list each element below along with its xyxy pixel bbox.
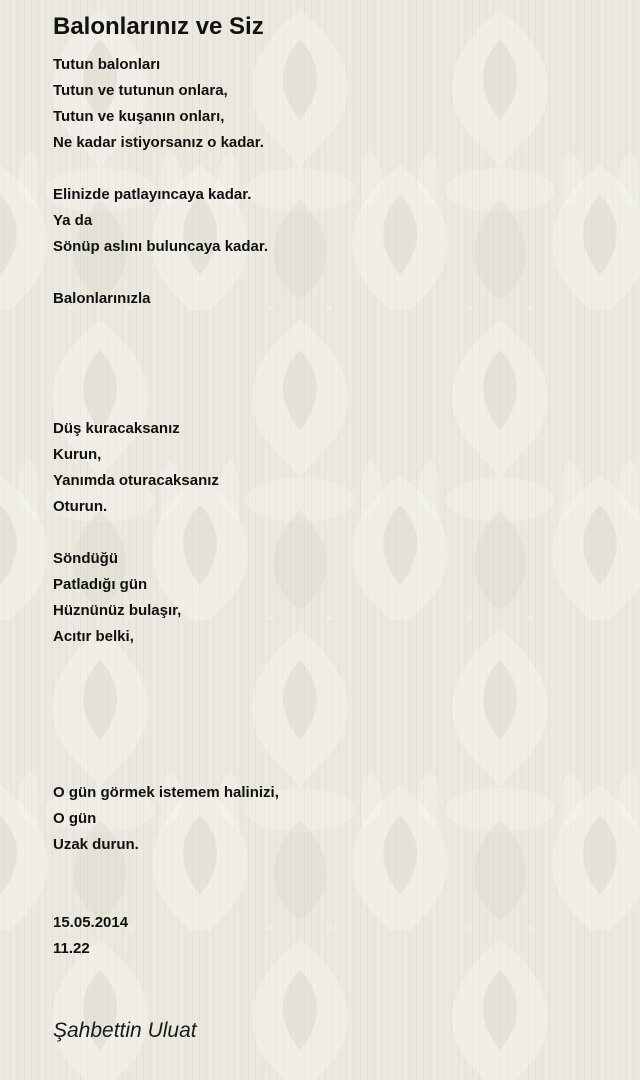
poem-line: Ne kadar istiyorsanız o kadar. <box>53 134 264 151</box>
poem-line: Uzak durun. <box>53 836 139 853</box>
poem-line <box>53 650 613 676</box>
poem-line <box>53 728 613 754</box>
poem-line: Elinizde patlayıncaya kadar. <box>53 186 252 203</box>
poem-line <box>53 312 613 338</box>
poem-author: Şahbettin Uluat <box>53 1019 197 1042</box>
poem-line: O gün görmek istemem halinizi, <box>53 784 279 801</box>
poem-line: Balonlarınızla <box>53 290 151 307</box>
poem-line <box>53 702 613 728</box>
poem-line: Düş kuracaksanız <box>53 420 180 437</box>
poem-line <box>53 260 613 286</box>
poem-line: 15.05.2014 <box>53 914 129 931</box>
poem-line: Tutun ve kuşanın onları, <box>53 108 225 125</box>
poem-line <box>53 364 613 390</box>
poem-line <box>53 884 613 910</box>
poem-line <box>53 390 613 416</box>
poem-line <box>53 338 613 364</box>
poem-line: O gün <box>53 810 97 827</box>
poem-line: Söndüğü <box>53 550 118 567</box>
poem-line <box>53 858 613 884</box>
poem-line: Tutun balonları <box>53 56 161 73</box>
poem-line: Hüznünüz bulaşır, <box>53 602 182 619</box>
poem-line: Yanımda oturacaksanız <box>53 472 219 489</box>
poem-title: Balonlarınız ve Siz <box>53 13 264 40</box>
poem-line: Oturun. <box>53 498 108 515</box>
poem-line <box>53 676 613 702</box>
poem-line: Ya da <box>53 212 93 229</box>
poem-line: Patladığı gün <box>53 576 148 593</box>
poem-line: Sönüp aslını buluncaya kadar. <box>53 238 269 255</box>
poem-line: Acıtır belki, <box>53 628 134 645</box>
poem-line: 11.22 <box>53 940 90 957</box>
poem-line <box>53 520 613 546</box>
poem-line <box>53 754 613 780</box>
poem-line <box>53 156 613 182</box>
poem-line: Tutun ve tutunun onlara, <box>53 82 228 99</box>
poem-body <box>53 52 613 962</box>
poem-line: Kurun, <box>53 446 102 463</box>
